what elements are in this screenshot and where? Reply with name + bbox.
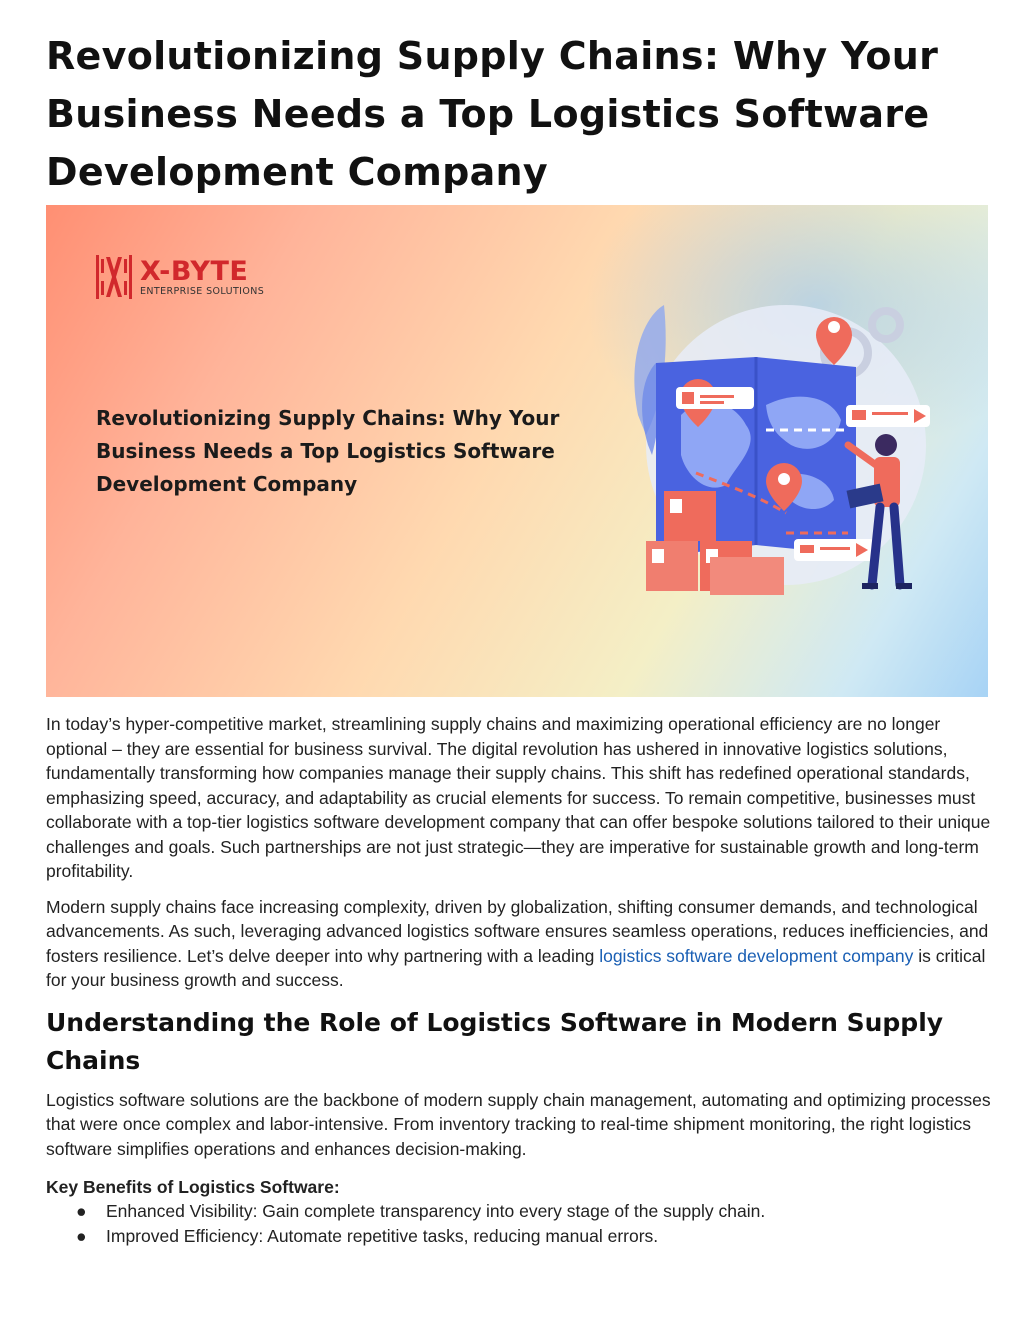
benefits-heading: Key Benefits of Logistics Software: [46, 1177, 340, 1197]
article-body [46, 712, 991, 1249]
list-item: ● Enhanced Visibility: Gain complete transparency into every stage of the supply chain. [76, 1199, 991, 1224]
logistics-map-illustration [586, 295, 946, 615]
logo-tagline: ENTERPRISE SOLUTIONS [140, 285, 265, 297]
hero-banner [46, 205, 988, 697]
ship-tag-icon [794, 539, 874, 561]
truck-tag-icon [846, 405, 930, 427]
list-item: ● Improved Efficiency: Automate repetitive tasks, reducing manual errors. [76, 1224, 991, 1249]
bullet-icon: ● [76, 1226, 87, 1246]
shipment-tag-icon [676, 387, 754, 409]
article-title: Revolutionizing Supply Chains: Why Your Business Needs a Top Logistics Software Development Company [46, 34, 939, 194]
xbyte-logo-icon [96, 253, 132, 301]
logo-name: X-BYTE [140, 255, 249, 287]
bullet-icon: ● [76, 1201, 87, 1221]
benefits-list [46, 1199, 991, 1249]
intro-paragraph: In today’s hyper-competitive market, streamlining supply chains and maximizing operational efficiency are no longer optional – they are essential for business survival. The digital revolution has ushered in innovative logistics solutions, fundamentally transforming how companies manage their supply chains. This shift has redefined operational standards, emphasizing speed, accuracy, and adaptability as crucial elements for success. To remain competitive, businesses must collaborate with a top-tier logistics software development company that can offer bespoke solutions tailored to their unique challenges and goals. Such partnerships are not just strategic—they are imperative for sustainable growth and long-term profitability. [46, 714, 991, 881]
brand-logo [96, 253, 264, 301]
logistics-software-link[interactable]: logistics software development company [599, 945, 914, 966]
context-paragraph: Modern supply chains face increasing complexity, driven by globalization, shifting consumer demands, and technological advancements. As such, leveraging advanced logistics software ensures seamless operations, reduces inefficiencies, and fosters resilience. Let’s delve deeper into why partnering with a leading logistics software development company is critical for your business growth and success. [46, 896, 989, 990]
document-page [46, 0, 991, 1246]
section-paragraph: Logistics software solutions are the backbone of modern supply chain management, automating and optimizing processes that were once complex and labor-intensive. From inventory tracking to real-time shipment monitoring, the right logistics software simplifies operations and enhances decision-making. [46, 1089, 991, 1159]
section-heading: Understanding the Role of Logistics Software in Modern Supply Chains [46, 1007, 944, 1075]
hero-title: Revolutionizing Supply Chains: Why Your Business Needs a Top Logistics Software Development Company [96, 406, 560, 496]
